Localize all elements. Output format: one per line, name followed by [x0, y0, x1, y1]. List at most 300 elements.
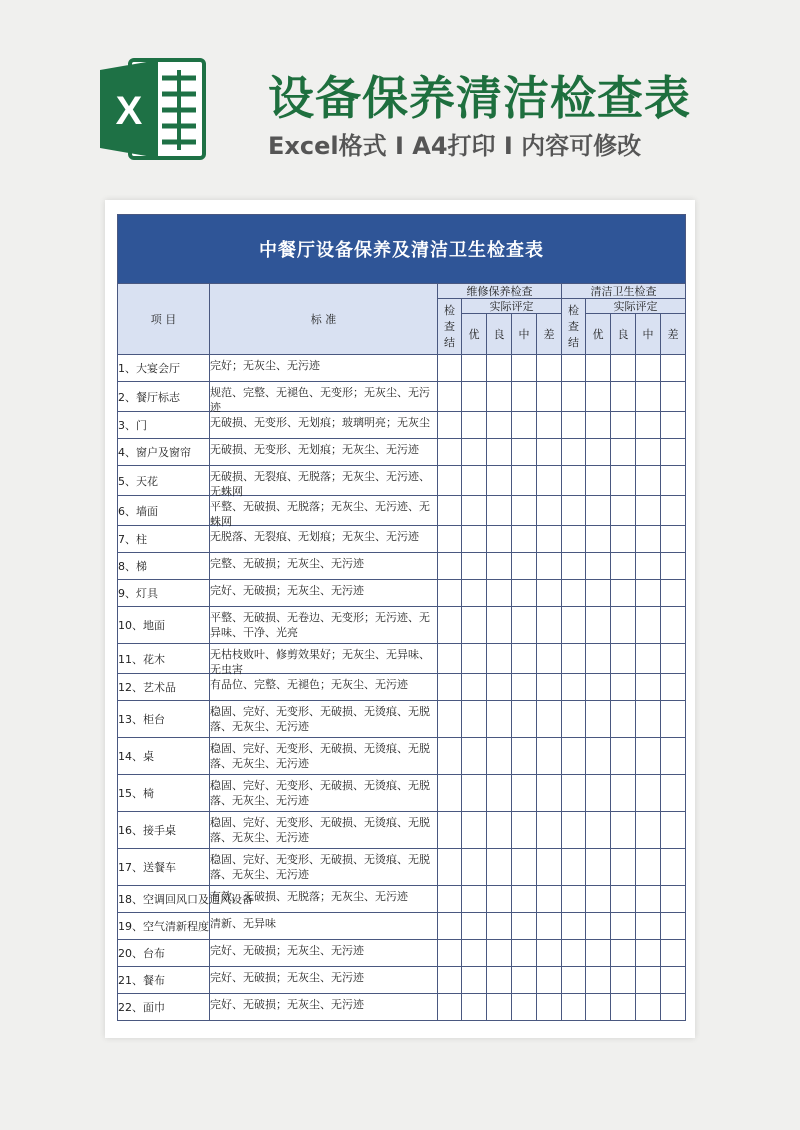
score-cell[interactable] — [661, 967, 686, 994]
excel-logo-icon — [100, 56, 208, 162]
score-cell[interactable] — [438, 553, 462, 580]
score-cell[interactable] — [438, 775, 462, 812]
score-cell[interactable] — [462, 738, 487, 775]
row-standard — [210, 701, 438, 738]
score-cell[interactable] — [611, 439, 636, 466]
score-cell[interactable] — [512, 775, 537, 812]
score-cell[interactable] — [512, 812, 537, 849]
score-cell[interactable] — [487, 644, 512, 674]
score-cell[interactable] — [636, 775, 661, 812]
score-cell[interactable] — [537, 701, 562, 738]
score-cell[interactable] — [537, 849, 562, 886]
score-cell[interactable] — [661, 994, 686, 1021]
grade-fair-2: 中 — [636, 314, 661, 355]
score-cell[interactable] — [586, 738, 611, 775]
score-cell[interactable] — [462, 412, 487, 439]
score-cell[interactable] — [611, 412, 636, 439]
score-cell[interactable] — [462, 812, 487, 849]
score-cell[interactable] — [586, 580, 611, 607]
score-cell[interactable] — [586, 674, 611, 701]
score-cell[interactable] — [512, 644, 537, 674]
row-standard-text: 完整、无破损；无灰尘、无污迹 — [210, 557, 364, 570]
score-cell[interactable] — [537, 382, 562, 412]
score-cell[interactable] — [487, 940, 512, 967]
score-cell[interactable] — [611, 526, 636, 553]
score-cell[interactable] — [611, 775, 636, 812]
score-cell[interactable] — [636, 940, 661, 967]
score-cell[interactable] — [661, 580, 686, 607]
score-cell[interactable] — [438, 701, 462, 738]
table-row — [118, 812, 686, 849]
score-cell[interactable] — [462, 701, 487, 738]
score-cell[interactable] — [636, 849, 661, 886]
grade-excellent-2: 优 — [586, 314, 611, 355]
score-cell[interactable] — [586, 775, 611, 812]
score-cell[interactable] — [462, 674, 487, 701]
row-standard-text: 稳固、完好、无变形、无破损、无烫痕、无脱落、无灰尘、无污迹 — [210, 705, 430, 733]
score-cell[interactable] — [611, 812, 636, 849]
row-item: 22、面巾 — [118, 994, 210, 1021]
row-item: 14、桌 — [118, 738, 210, 775]
score-cell[interactable] — [636, 382, 661, 412]
document-page — [105, 200, 695, 1038]
score-cell[interactable] — [562, 738, 586, 775]
score-cell[interactable] — [487, 886, 512, 913]
score-cell[interactable] — [562, 439, 586, 466]
score-cell[interactable] — [537, 738, 562, 775]
score-cell[interactable] — [438, 738, 462, 775]
row-standard — [210, 466, 438, 496]
table-row — [118, 382, 686, 412]
row-standard-text: 稳固、完好、无变形、无破损、无烫痕、无脱落、无灰尘、无污迹 — [210, 816, 430, 844]
score-cell[interactable] — [487, 812, 512, 849]
row-item: 2、餐厅标志 — [118, 382, 210, 412]
score-cell[interactable] — [636, 967, 661, 994]
score-cell[interactable] — [537, 913, 562, 940]
table-row — [118, 886, 686, 913]
score-cell[interactable] — [512, 412, 537, 439]
score-cell[interactable] — [562, 701, 586, 738]
score-cell[interactable] — [611, 382, 636, 412]
score-cell[interactable] — [636, 812, 661, 849]
score-cell[interactable] — [661, 439, 686, 466]
score-cell[interactable] — [438, 355, 462, 382]
score-cell[interactable] — [512, 553, 537, 580]
row-standard — [210, 526, 438, 553]
score-cell[interactable] — [611, 553, 636, 580]
score-cell[interactable] — [586, 382, 611, 412]
score-cell[interactable] — [611, 849, 636, 886]
score-cell[interactable] — [636, 526, 661, 553]
header-check-result-2-label: 检查结 — [568, 303, 579, 349]
score-cell[interactable] — [661, 355, 686, 382]
score-cell[interactable] — [661, 812, 686, 849]
row-item: 6、墙面 — [118, 496, 210, 526]
score-cell[interactable] — [661, 553, 686, 580]
score-cell[interactable] — [562, 674, 586, 701]
score-cell[interactable] — [438, 526, 462, 553]
header-actual-1: 实际评定 — [462, 299, 562, 314]
row-standard — [210, 553, 438, 580]
score-cell[interactable] — [537, 886, 562, 913]
score-cell[interactable] — [438, 466, 462, 496]
score-cell[interactable] — [512, 526, 537, 553]
score-cell[interactable] — [438, 940, 462, 967]
score-cell[interactable] — [586, 940, 611, 967]
score-cell[interactable] — [438, 886, 462, 913]
score-cell[interactable] — [586, 967, 611, 994]
score-cell[interactable] — [438, 913, 462, 940]
score-cell[interactable] — [512, 701, 537, 738]
table-row — [118, 994, 686, 1021]
row-standard — [210, 674, 438, 701]
header-check-result-1 — [438, 299, 462, 355]
score-cell[interactable] — [438, 607, 462, 644]
row-standard-text: 完好；无灰尘、无污迹 — [210, 359, 320, 372]
score-cell[interactable] — [661, 775, 686, 812]
banner — [0, 0, 800, 200]
score-cell[interactable] — [661, 674, 686, 701]
score-cell[interactable] — [636, 886, 661, 913]
score-cell[interactable] — [586, 553, 611, 580]
score-cell[interactable] — [512, 940, 537, 967]
score-cell[interactable] — [462, 526, 487, 553]
header-cleaning: 清洁卫生检查 — [562, 284, 686, 299]
score-cell[interactable] — [537, 439, 562, 466]
row-item: 8、梯 — [118, 553, 210, 580]
score-cell[interactable] — [537, 496, 562, 526]
score-cell[interactable] — [537, 553, 562, 580]
row-standard — [210, 849, 438, 886]
score-cell[interactable] — [462, 967, 487, 994]
score-cell[interactable] — [611, 940, 636, 967]
row-standard-text: 平整、无破损、无脱落；无灰尘、无污迹、无蛛网 — [210, 500, 430, 528]
score-cell[interactable] — [487, 607, 512, 644]
score-cell[interactable] — [562, 496, 586, 526]
score-cell[interactable] — [661, 466, 686, 496]
score-cell[interactable] — [462, 644, 487, 674]
score-cell[interactable] — [537, 674, 562, 701]
score-cell[interactable] — [512, 466, 537, 496]
row-item: 19、空气清新程度 — [118, 913, 210, 940]
score-cell[interactable] — [636, 580, 661, 607]
score-cell[interactable] — [586, 886, 611, 913]
score-cell[interactable] — [636, 738, 661, 775]
score-cell[interactable] — [462, 849, 487, 886]
table-row — [118, 496, 686, 526]
score-cell[interactable] — [537, 607, 562, 644]
score-cell[interactable] — [438, 580, 462, 607]
header-item: 项 目 — [118, 284, 210, 355]
row-item: 7、柱 — [118, 526, 210, 553]
row-item: 9、灯具 — [118, 580, 210, 607]
score-cell[interactable] — [586, 994, 611, 1021]
score-cell[interactable] — [462, 775, 487, 812]
score-cell[interactable] — [562, 382, 586, 412]
score-cell[interactable] — [462, 496, 487, 526]
score-cell[interactable] — [611, 994, 636, 1021]
score-cell[interactable] — [487, 355, 512, 382]
grade-poor-2: 差 — [661, 314, 686, 355]
score-cell[interactable] — [512, 674, 537, 701]
score-cell[interactable] — [586, 701, 611, 738]
table-row — [118, 940, 686, 967]
score-cell[interactable] — [512, 496, 537, 526]
score-cell[interactable] — [487, 775, 512, 812]
score-cell[interactable] — [636, 913, 661, 940]
score-cell[interactable] — [636, 412, 661, 439]
score-cell[interactable] — [512, 886, 537, 913]
table-row — [118, 738, 686, 775]
score-cell[interactable] — [562, 466, 586, 496]
row-standard — [210, 355, 438, 382]
header-standard: 标 准 — [210, 284, 438, 355]
score-cell[interactable] — [512, 994, 537, 1021]
score-cell[interactable] — [611, 967, 636, 994]
score-cell[interactable] — [661, 496, 686, 526]
score-cell[interactable] — [438, 967, 462, 994]
score-cell[interactable] — [562, 355, 586, 382]
score-cell[interactable] — [462, 355, 487, 382]
score-cell[interactable] — [537, 355, 562, 382]
score-cell[interactable] — [487, 439, 512, 466]
score-cell[interactable] — [661, 738, 686, 775]
score-cell[interactable] — [562, 775, 586, 812]
row-standard — [210, 496, 438, 526]
score-cell[interactable] — [512, 967, 537, 994]
score-cell[interactable] — [586, 466, 611, 496]
score-cell[interactable] — [487, 526, 512, 553]
score-cell[interactable] — [611, 886, 636, 913]
score-cell[interactable] — [487, 466, 512, 496]
score-cell[interactable] — [586, 644, 611, 674]
score-cell[interactable] — [661, 382, 686, 412]
header-check-result-1-label: 检查结 — [444, 303, 455, 349]
score-cell[interactable] — [462, 607, 487, 644]
score-cell[interactable] — [438, 994, 462, 1021]
score-cell[interactable] — [562, 849, 586, 886]
row-standard — [210, 775, 438, 812]
score-cell[interactable] — [586, 355, 611, 382]
score-cell[interactable] — [661, 607, 686, 644]
score-cell[interactable] — [487, 553, 512, 580]
row-standard-text: 清新、无异味 — [210, 917, 276, 930]
score-cell[interactable] — [537, 644, 562, 674]
table-row — [118, 412, 686, 439]
score-cell[interactable] — [438, 674, 462, 701]
excel-logo-letter: X — [115, 89, 143, 133]
table-row — [118, 849, 686, 886]
score-cell[interactable] — [636, 607, 661, 644]
score-cell[interactable] — [636, 674, 661, 701]
score-cell[interactable] — [438, 496, 462, 526]
score-cell[interactable] — [611, 644, 636, 674]
score-cell[interactable] — [611, 580, 636, 607]
score-cell[interactable] — [562, 553, 586, 580]
score-cell[interactable] — [562, 886, 586, 913]
score-cell[interactable] — [487, 496, 512, 526]
score-cell[interactable] — [636, 553, 661, 580]
score-cell[interactable] — [586, 496, 611, 526]
row-standard — [210, 580, 438, 607]
table-row — [118, 674, 686, 701]
table-row — [118, 439, 686, 466]
score-cell[interactable] — [636, 701, 661, 738]
score-cell[interactable] — [611, 496, 636, 526]
score-cell[interactable] — [636, 439, 661, 466]
score-cell[interactable] — [586, 439, 611, 466]
score-cell[interactable] — [586, 607, 611, 644]
score-cell[interactable] — [611, 466, 636, 496]
score-cell[interactable] — [562, 644, 586, 674]
score-cell[interactable] — [586, 849, 611, 886]
row-item: 1、大宴会厅 — [118, 355, 210, 382]
score-cell[interactable] — [512, 913, 537, 940]
row-item: 16、接手桌 — [118, 812, 210, 849]
score-cell[interactable] — [537, 994, 562, 1021]
score-cell[interactable] — [462, 580, 487, 607]
score-cell[interactable] — [537, 526, 562, 553]
score-cell[interactable] — [512, 355, 537, 382]
score-cell[interactable] — [487, 967, 512, 994]
score-cell[interactable] — [537, 812, 562, 849]
row-standard-text: 稳固、完好、无变形、无破损、无烫痕、无脱落、无灰尘、无污迹 — [210, 853, 430, 881]
row-standard-text: 完好、无破损；无灰尘、无污迹 — [210, 944, 364, 957]
score-cell[interactable] — [661, 701, 686, 738]
score-cell[interactable] — [636, 466, 661, 496]
score-cell[interactable] — [537, 580, 562, 607]
score-cell[interactable] — [661, 412, 686, 439]
score-cell[interactable] — [512, 382, 537, 412]
score-cell[interactable] — [586, 526, 611, 553]
score-cell[interactable] — [636, 994, 661, 1021]
row-standard-text: 完好、无破损；无灰尘、无污迹 — [210, 998, 364, 1011]
score-cell[interactable] — [562, 913, 586, 940]
row-item: 20、台布 — [118, 940, 210, 967]
score-cell[interactable] — [462, 940, 487, 967]
score-cell[interactable] — [636, 496, 661, 526]
score-cell[interactable] — [462, 382, 487, 412]
table-row — [118, 967, 686, 994]
row-item: 15、椅 — [118, 775, 210, 812]
score-cell[interactable] — [611, 913, 636, 940]
row-item: 5、天花 — [118, 466, 210, 496]
score-cell[interactable] — [537, 466, 562, 496]
inspection-table — [117, 214, 686, 1021]
row-standard-text: 平整、无破损、无卷边、无变形；无污迹、无异味、干净、光亮 — [210, 611, 430, 639]
score-cell[interactable] — [636, 355, 661, 382]
score-cell[interactable] — [611, 701, 636, 738]
header-maintenance: 维修保养检查 — [438, 284, 562, 299]
score-cell[interactable] — [438, 412, 462, 439]
score-cell[interactable] — [512, 849, 537, 886]
score-cell[interactable] — [537, 775, 562, 812]
score-cell[interactable] — [438, 812, 462, 849]
score-cell[interactable] — [661, 526, 686, 553]
score-cell[interactable] — [661, 886, 686, 913]
row-standard-text: 完好、无破损；无灰尘、无污迹 — [210, 584, 364, 597]
score-cell[interactable] — [586, 812, 611, 849]
row-item: 13、柜台 — [118, 701, 210, 738]
score-cell[interactable] — [611, 607, 636, 644]
row-item: 11、花木 — [118, 644, 210, 674]
score-cell[interactable] — [438, 382, 462, 412]
score-cell[interactable] — [636, 644, 661, 674]
score-cell[interactable] — [661, 644, 686, 674]
score-cell[interactable] — [562, 580, 586, 607]
row-item: 17、送餐车 — [118, 849, 210, 886]
row-standard — [210, 607, 438, 644]
row-item: 4、窗户及窗帘 — [118, 439, 210, 466]
table-row — [118, 913, 686, 940]
row-standard-text: 稳固、完好、无变形、无破损、无烫痕、无脱落、无灰尘、无污迹 — [210, 742, 430, 770]
score-cell[interactable] — [487, 412, 512, 439]
score-cell[interactable] — [562, 812, 586, 849]
score-cell[interactable] — [611, 738, 636, 775]
score-cell[interactable] — [586, 412, 611, 439]
grade-good-1: 良 — [487, 314, 512, 355]
score-cell[interactable] — [562, 967, 586, 994]
score-cell[interactable] — [512, 439, 537, 466]
score-cell[interactable] — [487, 580, 512, 607]
score-cell[interactable] — [611, 355, 636, 382]
score-cell[interactable] — [438, 849, 462, 886]
row-standard-text: 稳固、完好、无变形、无破损、无烫痕、无脱落、无灰尘、无污迹 — [210, 779, 430, 807]
row-standard — [210, 382, 438, 412]
score-cell[interactable] — [487, 994, 512, 1021]
row-standard-text: 有品位、完整、无褪色；无灰尘、无污迹 — [210, 678, 408, 691]
score-cell[interactable] — [586, 913, 611, 940]
score-cell[interactable] — [512, 738, 537, 775]
score-cell[interactable] — [487, 382, 512, 412]
score-cell[interactable] — [661, 913, 686, 940]
score-cell[interactable] — [661, 940, 686, 967]
score-cell[interactable] — [462, 466, 487, 496]
score-cell[interactable] — [438, 644, 462, 674]
score-cell[interactable] — [487, 913, 512, 940]
score-cell[interactable] — [537, 940, 562, 967]
score-cell[interactable] — [562, 412, 586, 439]
score-cell[interactable] — [462, 553, 487, 580]
score-cell[interactable] — [537, 412, 562, 439]
score-cell[interactable] — [462, 994, 487, 1021]
row-standard-text: 无破损、无变形、无划痕；玻璃明亮；无灰尘 — [210, 416, 430, 429]
score-cell[interactable] — [512, 580, 537, 607]
score-cell[interactable] — [512, 607, 537, 644]
score-cell[interactable] — [562, 940, 586, 967]
page-title: 设备保养清洁检查表 — [268, 71, 691, 125]
score-cell[interactable] — [487, 738, 512, 775]
score-cell[interactable] — [562, 526, 586, 553]
score-cell[interactable] — [661, 849, 686, 886]
row-standard — [210, 913, 438, 940]
score-cell[interactable] — [438, 439, 462, 466]
score-cell[interactable] — [562, 994, 586, 1021]
score-cell[interactable] — [487, 674, 512, 701]
score-cell[interactable] — [537, 967, 562, 994]
score-cell[interactable] — [462, 913, 487, 940]
grade-good-2: 良 — [611, 314, 636, 355]
row-standard — [210, 738, 438, 775]
score-cell[interactable] — [487, 849, 512, 886]
score-cell[interactable] — [462, 886, 487, 913]
score-cell[interactable] — [562, 607, 586, 644]
page-subtitle: Excel格式 I A4打印 I 内容可修改 — [268, 132, 642, 160]
row-standard — [210, 439, 438, 466]
score-cell[interactable] — [487, 701, 512, 738]
score-cell[interactable] — [462, 439, 487, 466]
score-cell[interactable] — [611, 674, 636, 701]
